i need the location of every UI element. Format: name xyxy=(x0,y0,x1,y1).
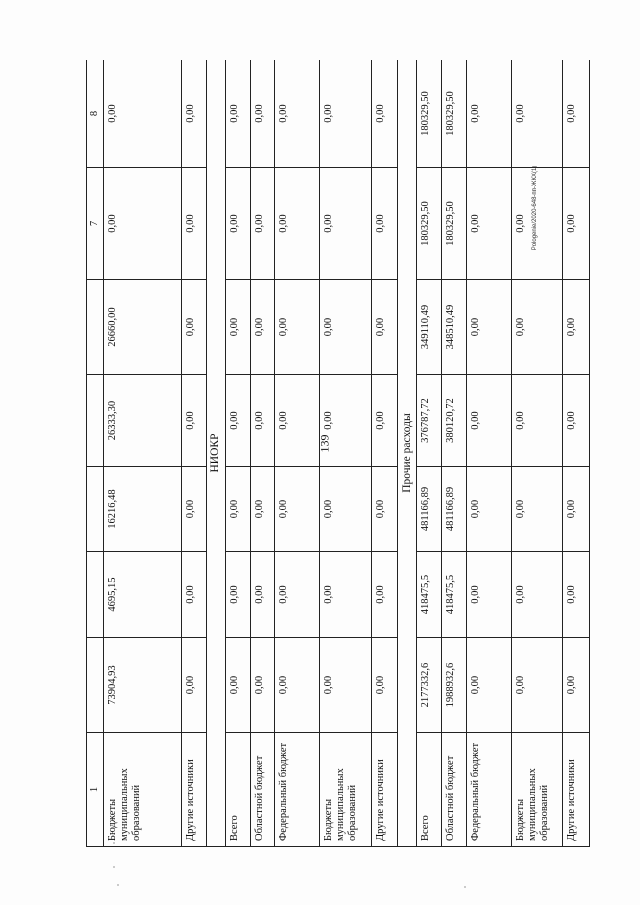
value-cell: 0,00 xyxy=(371,168,398,280)
budget-table xyxy=(86,60,590,847)
value-cell: 0,00 xyxy=(511,60,563,168)
value-cell: 0,00 xyxy=(275,375,320,467)
value-cell: 0,00 xyxy=(225,552,250,638)
table-row xyxy=(275,60,320,847)
row-label: Областной бюджет xyxy=(442,733,467,847)
value-cell: 0,00 xyxy=(371,280,398,375)
column-header-cell xyxy=(87,375,104,467)
table-row xyxy=(511,60,563,847)
table-row xyxy=(563,60,590,847)
page-number: 139 xyxy=(317,434,332,453)
row-label: Другие источники xyxy=(182,733,207,847)
value-cell: 0,00 xyxy=(371,552,398,638)
value-cell: 0,00 xyxy=(182,60,207,168)
value-cell: 481166,89 xyxy=(442,467,467,552)
table-row xyxy=(250,60,275,847)
value-cell: 380120,72 xyxy=(442,375,467,467)
value-cell: 0,00 xyxy=(466,168,511,280)
scan-speck xyxy=(113,866,115,868)
value-cell: 0,00 xyxy=(182,467,207,552)
value-cell: 0,00 xyxy=(275,60,320,168)
row-label: Другие источники xyxy=(563,733,590,847)
value-cell: 0,00 xyxy=(466,280,511,375)
value-cell: 418475,5 xyxy=(417,552,442,638)
value-cell: 0,00 xyxy=(225,638,250,733)
value-cell: 0,00 xyxy=(275,638,320,733)
column-header-cell xyxy=(87,638,104,733)
value-cell: 481166,89 xyxy=(417,467,442,552)
value-cell: 26660,00 xyxy=(103,280,181,375)
value-cell: 0,00 xyxy=(225,280,250,375)
footer-file-path: Pologenie/2020-648-пп-ЖКХ(1) xyxy=(532,165,538,251)
column-header-cell: 7 xyxy=(87,168,104,280)
value-cell: 0,00 xyxy=(182,280,207,375)
value-cell: 1988932,6 xyxy=(442,638,467,733)
value-cell: 0,00 xyxy=(182,375,207,467)
value-cell: 4695,15 xyxy=(103,552,181,638)
value-cell: 0,00 xyxy=(563,168,590,280)
value-cell: 0,00 xyxy=(563,375,590,467)
value-cell: 0,00 xyxy=(182,552,207,638)
table-row xyxy=(225,60,250,847)
value-cell: 0,00 xyxy=(225,467,250,552)
value-cell: 0,00 xyxy=(275,467,320,552)
value-cell: 0,00 xyxy=(563,280,590,375)
row-label: Бюджеты муниципальных образований xyxy=(103,733,181,847)
value-cell: 0,00 xyxy=(466,60,511,168)
value-cell: 0,00 xyxy=(103,60,181,168)
value-cell: 418475,5 xyxy=(442,552,467,638)
value-cell: 0,00 xyxy=(275,168,320,280)
row-label: Областной бюджет xyxy=(250,733,275,847)
value-cell: 0,00 xyxy=(466,375,511,467)
row-label: Бюджеты муниципальных образований xyxy=(320,733,372,847)
value-cell: 0,00 xyxy=(250,280,275,375)
value-cell: 0,00 xyxy=(250,60,275,168)
rotated-table-frame xyxy=(86,60,590,847)
value-cell: 0,00 xyxy=(320,552,372,638)
value-cell: 0,00 xyxy=(371,467,398,552)
value-cell: 0,00 xyxy=(320,60,372,168)
value-cell: 0,00 xyxy=(182,638,207,733)
row-label: Всего xyxy=(225,733,250,847)
value-cell: 0,00 xyxy=(225,168,250,280)
value-cell: 0,00 xyxy=(250,375,275,467)
value-cell: 0,00 xyxy=(320,638,372,733)
table-row xyxy=(466,60,511,847)
value-cell: 0,00 xyxy=(466,467,511,552)
value-cell: 0,00 xyxy=(511,467,563,552)
value-cell: 0,00 xyxy=(371,60,398,168)
row-label: Другие источники xyxy=(371,733,398,847)
value-cell: 0,00 xyxy=(563,467,590,552)
column-header-cell xyxy=(87,552,104,638)
value-cell: 16216,48 xyxy=(103,467,181,552)
section-title: Прочие расходы xyxy=(398,60,417,847)
table-container xyxy=(86,60,590,847)
value-cell: 0,00 xyxy=(371,638,398,733)
column-header-row xyxy=(87,60,104,847)
value-cell: 26333,30 xyxy=(103,375,181,467)
table-row xyxy=(320,60,372,847)
row-label: Бюджеты муниципальных образований xyxy=(511,733,563,847)
section-header-row xyxy=(206,60,225,847)
value-cell: 0,00 xyxy=(250,168,275,280)
value-cell: 348510,49 xyxy=(442,280,467,375)
row-label: Федеральный бюджет xyxy=(466,733,511,847)
table-row xyxy=(371,60,398,847)
value-cell: 0,00 xyxy=(563,638,590,733)
value-cell: 0,00 xyxy=(563,552,590,638)
value-cell: 376787,72 xyxy=(417,375,442,467)
table-row xyxy=(182,60,207,847)
value-cell: 0,00 xyxy=(275,552,320,638)
value-cell: 0,00 xyxy=(250,552,275,638)
value-cell: 180329,50 xyxy=(442,168,467,280)
column-header-cell: 1 xyxy=(87,733,104,847)
value-cell: 0,00 xyxy=(563,60,590,168)
value-cell: 0,00 xyxy=(250,638,275,733)
value-cell: 349110,49 xyxy=(417,280,442,375)
value-cell: 0,00 xyxy=(511,375,563,467)
value-cell: 0,00 xyxy=(103,168,181,280)
column-header-cell: 8 xyxy=(87,60,104,168)
row-label: Всего xyxy=(417,733,442,847)
scan-speck xyxy=(117,884,119,886)
value-cell: 0,00 xyxy=(275,280,320,375)
section-title: НИОКР xyxy=(206,60,225,847)
value-cell: 2177332,6 xyxy=(417,638,442,733)
value-cell: 0,00 xyxy=(511,168,563,280)
table-row xyxy=(103,60,181,847)
value-cell: 180329,50 xyxy=(417,168,442,280)
scan-speck xyxy=(113,842,115,844)
value-cell: 0,00 xyxy=(182,168,207,280)
value-cell: 0,00 xyxy=(511,552,563,638)
value-cell: 180329,50 xyxy=(442,60,467,168)
value-cell: 0,00 xyxy=(466,552,511,638)
value-cell: 180329,50 xyxy=(417,60,442,168)
value-cell: 0,00 xyxy=(320,280,372,375)
section-header-row xyxy=(398,60,417,847)
row-label: Федеральный бюджет xyxy=(275,733,320,847)
column-header-cell xyxy=(87,467,104,552)
value-cell: 0,00 xyxy=(511,280,563,375)
value-cell: 0,00 xyxy=(466,638,511,733)
value-cell: 0,00 xyxy=(320,375,372,467)
value-cell: 0,00 xyxy=(225,60,250,168)
value-cell: 0,00 xyxy=(511,638,563,733)
value-cell: 0,00 xyxy=(320,467,372,552)
value-cell: 0,00 xyxy=(320,168,372,280)
value-cell: 0,00 xyxy=(225,375,250,467)
value-cell: 0,00 xyxy=(250,467,275,552)
table-row xyxy=(417,60,442,847)
value-cell: 0,00 xyxy=(371,375,398,467)
column-header-cell xyxy=(87,280,104,375)
table-row xyxy=(442,60,467,847)
table-body xyxy=(87,60,590,847)
scan-speck xyxy=(464,886,466,888)
value-cell: 73904,93 xyxy=(103,638,181,733)
